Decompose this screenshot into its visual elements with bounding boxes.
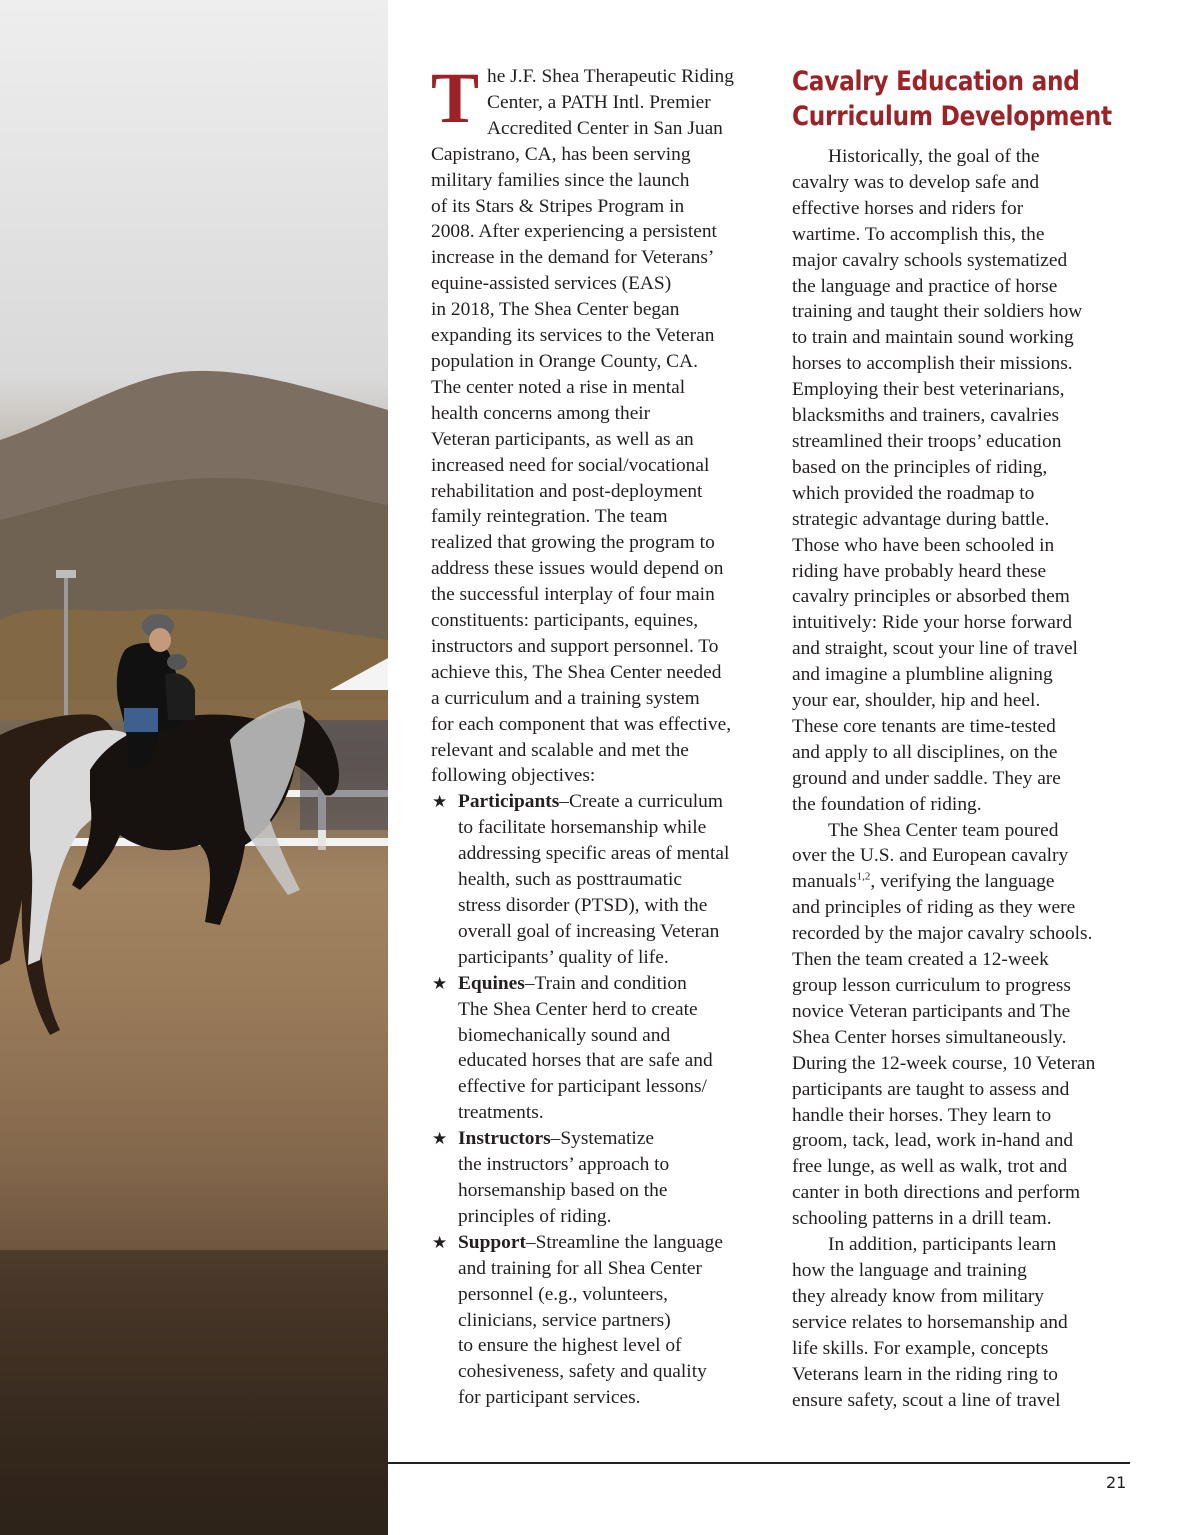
- star-icon: ★: [432, 1129, 448, 1149]
- objective-term: Participants: [458, 791, 560, 813]
- objective-text: –Systematize the instructors’ approach to horsemanship based on the principles of riding.: [458, 1128, 670, 1227]
- objective-text: –Create a curriculum to facilitate horsemanship while addressing specific areas of mental health, such as posttraumatic stress disorder (PTSD), with the overall goal of increasing Veteran participants’ quality of life.: [458, 791, 730, 968]
- objective-term: Instructors: [458, 1128, 551, 1150]
- light-fixture: [56, 570, 76, 578]
- paragraph-history: Historically, the goal of the cavalry was to develop safe and effective horses and riders for wartime. To accomplish this, the major cavalry schools systematized the language and practice of horse training and taught their soldiers how to train and maintain sound working horses to accomplish their missions. Employing their best veterinarians, blacksmiths and trainers, cavalries streamlined their troops’ education based on the principles of riding, which provided the roadmap to strategic advantage during battle. Those who have been schooled in riding have probably heard these cavalry principles or absorbed them intuitively: Ride your horse forward and straight, scout your line of travel and imagine a plumbline aligning your ear, shoulder, hip and heel. These core tenants are time-tested and apply to all disciplines, on the ground and under saddle. They are the foundation of riding.: [792, 146, 1083, 815]
- list-item: [431, 789, 767, 970]
- footer-rule: [388, 1462, 1130, 1464]
- section-heading: Cavalry Education and Curriculum Development: [792, 66, 1112, 132]
- paragraph-manuals-start: The Shea Center team poured over the U.S. and European cavalry manuals: [792, 819, 1069, 893]
- list-item: [431, 1126, 767, 1230]
- objective-term: Equines: [458, 972, 525, 994]
- objective-text: –Train and condition The Shea Center herd to create biomechanically sound and educated horses that are safe and effective for participant lessons/ treatments.: [458, 972, 713, 1124]
- paragraph-manuals-end: , verifying the language and principles of riding as they were recorded by the major cavalry schools. Then the team created a 12-week group lesson curriculum to progress novice Veteran participants and The Shea Center horses simultaneously. During the 12-week course, 10 Veteran participants are taught to assess and handle their horses. They learn to groom, tack, lead, work in-hand and free lunge, as well as walk, trot and canter in both directions and perform schooling patterns in a drill team.: [792, 871, 1096, 1230]
- list-item: [431, 1230, 767, 1411]
- objective-text: –Streamline the language and training for all Shea Center personnel (e.g., volunteers, clinicians, service partners) to ensure the highest level of cohesiveness, safety and quality for participant services.: [458, 1231, 723, 1409]
- objective-term: Support: [458, 1231, 526, 1253]
- star-icon: ★: [432, 1232, 448, 1252]
- photo-illustration: [0, 0, 388, 1535]
- text-column-left: [431, 58, 767, 1411]
- star-icon: ★: [432, 973, 448, 993]
- shadow: [0, 1250, 388, 1535]
- paragraph-manuals: [792, 818, 1132, 1233]
- second-rider-helmet: [167, 654, 187, 670]
- text-column-right: [792, 64, 1132, 1413]
- page-number: 21: [1106, 1473, 1127, 1492]
- intro-text: he J.F. Shea Therapeutic Riding Center, a PATH Intl. Premier Accredited Center in San Juan Capistrano, CA, has been serving military families since the launch of its Stars & Stripes Program in 2008. After experiencing a persistent increase in the demand for Veterans’ equine-assisted services (EAS) in 2018, The Shea Center began expanding its services to the Veteran population in Orange County, CA. The center noted a rise in mental health concerns among their Veteran participants, as well as an increased need for social/vocational rehabilitation and post-deployment family reintegration. The team realized that growing the program to address these issues would depend on the successful interplay of four main constituents: participants, equines, instructors and support personnel. To achieve this, The Shea Center needed a curriculum and a training system for each component that was effective, relevant and scalable and met the following objectives:: [431, 66, 734, 787]
- rider-jeans: [124, 708, 158, 732]
- objectives-list: [431, 789, 767, 1411]
- horse-riding-photo: [0, 0, 388, 1535]
- light-pole: [64, 575, 68, 715]
- drop-cap: T: [431, 58, 480, 138]
- citation-superscript: 1,2: [856, 870, 871, 883]
- paragraph-addition: In addition, participants learn how the language and training they already know from military service relates to horsemanship and life skills. For example, concepts Veterans learn in the riding ring to ensure safety, scout a line of travel: [792, 1234, 1068, 1411]
- rider-face: [149, 628, 171, 652]
- star-icon: ★: [432, 792, 448, 812]
- list-item: [431, 971, 767, 1126]
- intro-paragraph: [431, 58, 767, 789]
